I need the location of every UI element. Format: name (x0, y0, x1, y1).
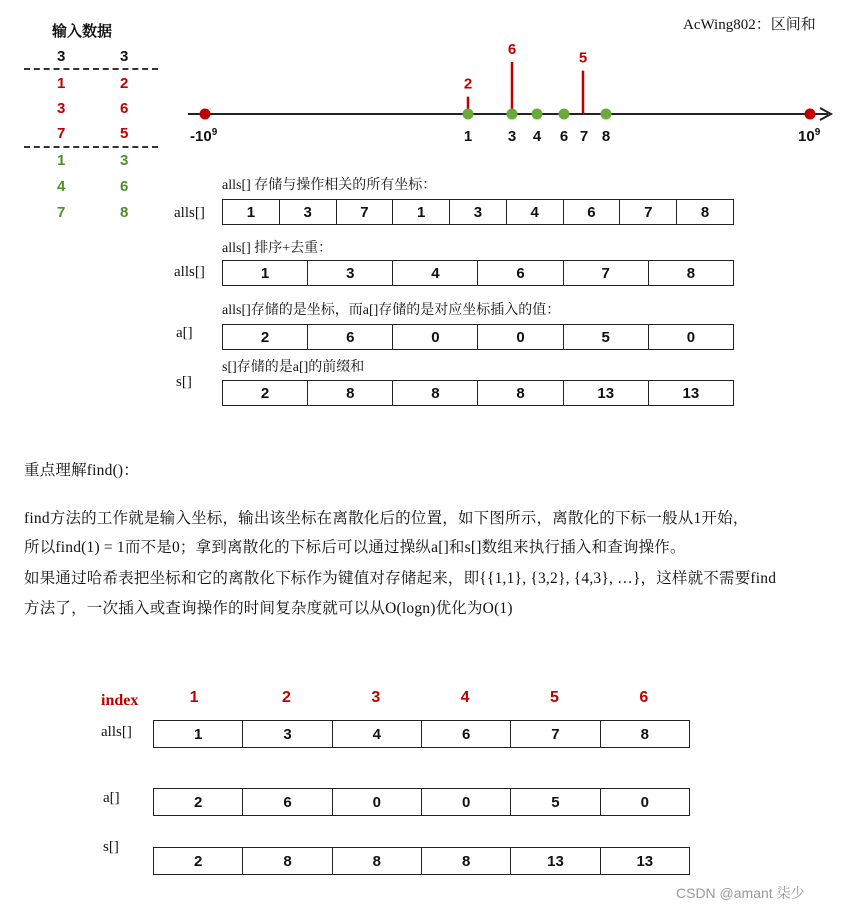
index-number: 1 (189, 689, 199, 706)
index-label: index (101, 692, 139, 709)
s-cell: 13 (649, 381, 734, 405)
a-cell: 2 (223, 325, 308, 349)
query-pair-right: 6 (120, 178, 129, 195)
bottom-s-label: s[] (103, 839, 119, 855)
s-caption: s[]存储的是a[]的前缀和 (222, 360, 365, 375)
index-number: 4 (460, 689, 470, 706)
coord-dot-3 (507, 109, 518, 120)
alls-sorted-label: alls[] (174, 264, 205, 280)
alls-all-table (222, 199, 734, 225)
axis-max-endpoint (805, 109, 816, 120)
axis-min-label: $-10^9$ (190, 127, 218, 145)
bottom-a-cell: 0 (333, 789, 422, 815)
bottom-a-cell: 5 (511, 789, 600, 815)
index-number: 3 (371, 689, 381, 706)
bottom-a-cell: 0 (422, 789, 511, 815)
query-pair-left: 7 (57, 204, 66, 221)
index-number: 6 (639, 689, 649, 706)
insert-pair-right: 6 (120, 100, 129, 117)
bottom-s-cell: 8 (333, 848, 422, 874)
s-cell: 8 (393, 381, 478, 405)
bottom-a-cell: 6 (243, 789, 332, 815)
alls-sorted-cell: 6 (478, 261, 563, 285)
query-pair-right: 3 (120, 152, 129, 169)
s-label: s[] (176, 374, 192, 390)
value-label-1: 2 (463, 75, 473, 93)
s-cell: 8 (308, 381, 393, 405)
coord-dot-4 (532, 109, 543, 120)
alls-all-cell: 1 (393, 200, 450, 224)
bottom-alls-label: alls[] (101, 724, 132, 740)
query-pair-left: 1 (57, 152, 66, 169)
insert-pair-left: 3 (57, 100, 66, 117)
alls-sorted-caption: alls[] 排序+去重： (222, 241, 333, 256)
a-cell: 0 (393, 325, 478, 349)
index-number: 5 (550, 689, 559, 706)
bottom-s-cell: 13 (601, 848, 690, 874)
input-first-line-left: 3 (57, 48, 66, 65)
bottom-alls-table (153, 720, 690, 748)
axis-min-endpoint (200, 109, 211, 120)
alls-all-cell: 3 (280, 200, 337, 224)
problem-title: AcWing802：区间和 (683, 17, 816, 33)
alls-all-cell: 6 (564, 200, 621, 224)
value-label-3: 6 (507, 41, 517, 58)
coord-label-8: 8 (601, 128, 611, 145)
bottom-alls-cell: 1 (154, 721, 243, 747)
a-cell: 0 (649, 325, 734, 349)
alls-sorted-cell: 4 (393, 261, 478, 285)
bottom-a-table (153, 788, 690, 816)
bottom-s-cell: 13 (511, 848, 600, 874)
alls-all-cell: 7 (337, 200, 394, 224)
bottom-a-cell: 0 (601, 789, 690, 815)
alls-all-cell: 3 (450, 200, 507, 224)
axis-max-label: $10^9$ (798, 127, 821, 145)
bottom-a-cell: 2 (154, 789, 243, 815)
explanation-line-2: 所以find(1) = 1而不是0；拿到离散化的下标后可以通过操纵a[]和s[]数组来执行插入和查询操作。 (24, 539, 686, 556)
bottom-alls-cell: 7 (511, 721, 600, 747)
s-cell: 13 (564, 381, 649, 405)
alls-all-cell: 1 (223, 200, 280, 224)
bottom-s-cell: 8 (243, 848, 332, 874)
insert-pair-right: 5 (120, 125, 129, 142)
explanation-line-3: 如果通过哈希表把坐标和它的离散化下标作为键值对存储起来，即{{1,1}, {3,2}, {4,3}, …}，这样就不需要find (24, 570, 777, 587)
a-cell: 0 (478, 325, 563, 349)
watermark: CSDN @amant 柒少 (676, 885, 805, 901)
a-cell: 6 (308, 325, 393, 349)
explanation-line-4: 方法了，一次插入或查询操作的时间复杂度就可以从O(logn)优化为O(1) (24, 600, 513, 617)
query-pair-left: 4 (57, 178, 66, 195)
alls-sorted-cell: 7 (564, 261, 649, 285)
number-line-svg (0, 0, 850, 160)
query-pair-right: 8 (120, 204, 129, 221)
s-cell: 8 (478, 381, 563, 405)
alls-all-label: alls[] (174, 205, 205, 221)
alls-sorted-cell: 8 (649, 261, 734, 285)
input-first-line-right: 3 (120, 48, 129, 65)
alls-all-caption: alls[] 存储与操作相关的所有坐标： (222, 178, 437, 193)
s-table (222, 380, 734, 406)
alls-sorted-cell: 1 (223, 261, 308, 285)
index-number: 2 (282, 689, 291, 706)
bottom-alls-cell: 3 (243, 721, 332, 747)
alls-sorted-cell: 3 (308, 261, 393, 285)
coord-dot-8 (601, 109, 612, 120)
s-cell: 2 (223, 381, 308, 405)
bottom-alls-cell: 8 (601, 721, 690, 747)
a-table (222, 324, 734, 350)
coord-label-4: 4 (532, 128, 542, 145)
bottom-s-cell: 2 (154, 848, 243, 874)
explanation-heading: 重点理解find()： (24, 462, 139, 479)
a-cell: 5 (564, 325, 649, 349)
bottom-s-cell: 8 (422, 848, 511, 874)
alls-all-cell: 7 (620, 200, 677, 224)
alls-all-cell: 8 (677, 200, 734, 224)
input-title: 输入数据 (52, 24, 113, 40)
insert-pair-left: 7 (57, 125, 66, 142)
coord-dot-6 (559, 109, 570, 120)
insert-pair-right: 2 (120, 75, 129, 92)
alls-all-cell: 4 (507, 200, 564, 224)
a-caption: alls[]存储的是坐标，而a[]存储的是对应坐标插入的值： (222, 303, 561, 318)
coord-dot-1 (463, 109, 474, 120)
insert-pair-left: 1 (57, 75, 66, 92)
coord-label-7: 7 (579, 128, 589, 145)
coord-label-1: 1 (463, 128, 473, 145)
bottom-alls-cell: 6 (422, 721, 511, 747)
a-label: a[] (176, 325, 193, 341)
coord-label-3: 3 (507, 128, 517, 145)
bottom-s-table (153, 847, 690, 875)
explanation-line-1: find方法的工作就是输入坐标，输出该坐标在离散化后的位置，如下图所示，离散化的下标一般从1开始， (24, 510, 749, 527)
alls-sorted-table (222, 260, 734, 286)
coord-label-6: 6 (559, 128, 569, 145)
bottom-a-label: a[] (103, 790, 120, 806)
bottom-alls-cell: 4 (333, 721, 422, 747)
value-label-7: 5 (578, 49, 588, 67)
